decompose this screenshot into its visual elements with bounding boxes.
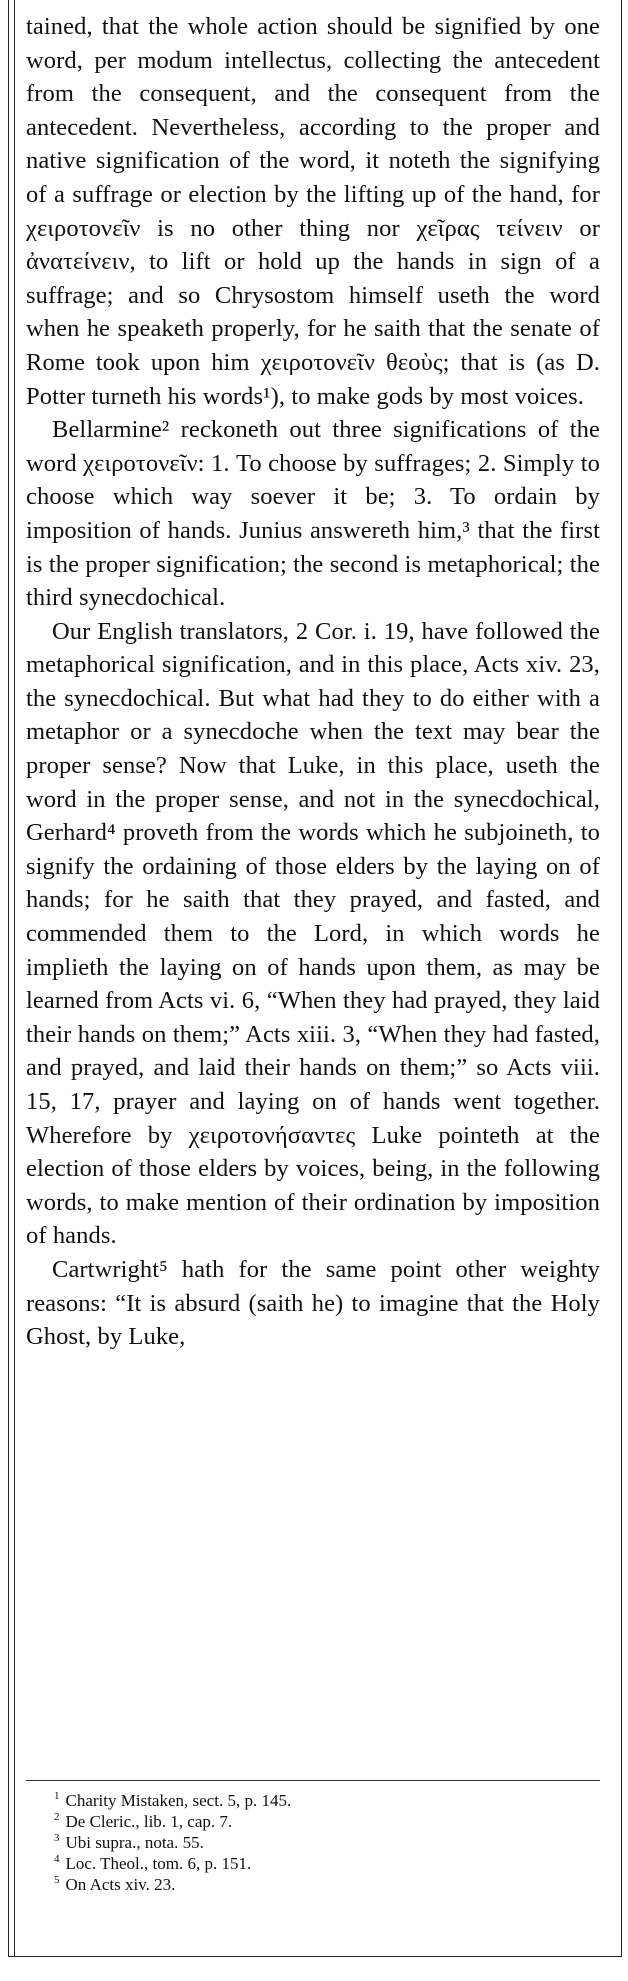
- left-border-rule: [8, 0, 9, 1957]
- footnote-mark: 3: [54, 1832, 60, 1845]
- left-inner-border-rule: [14, 0, 15, 1957]
- footnote-mark: 5: [54, 1874, 60, 1887]
- paragraph-1: tained, that the whole action should be signified by one word, per modum intellectus, collecting the antecedent from the consequent, and the consequent from the antecedent. Nevertheless, according to the proper and native signification of the word, it noteth the signifying of a suffrage or election by the lifting up of the hand, for χειροτονεῖν is no other thing nor χεῖρας τείνειν or ἀνατείνειν, to lift or hold up the hands in sign of a suffrage; and so Chrysostom himself useth the word when he speaketh properly, for he saith that the senate of Rome took upon him χειροτονεῖν θεοὺς; that is (as D. Potter turneth his words¹), to make gods by most voices.: [26, 13, 600, 410]
- footnote-mark: 4: [54, 1853, 60, 1866]
- footnote-text: De Cleric., lib. 1, cap. 7.: [65, 1812, 233, 1831]
- footnote-mark: 1: [54, 1790, 60, 1803]
- footnote-text: Ubi supra., nota. 55.: [65, 1833, 204, 1852]
- body-text-column: [26, 10, 600, 1354]
- footnote-text: Loc. Theol., tom. 6, p. 151.: [65, 1854, 252, 1873]
- footnote-3: [54, 1832, 594, 1853]
- footnote-text: Charity Mistaken, sect. 5, p. 145.: [65, 1791, 292, 1810]
- footnote-4: [54, 1853, 594, 1874]
- footnote-1: [54, 1790, 594, 1811]
- footnote-2: [54, 1811, 594, 1832]
- footnote-separator: [26, 1780, 600, 1781]
- bottom-border-rule: [8, 1956, 622, 1957]
- paragraph-3: Our English translators, 2 Cor. i. 19, have followed the metaphorical signification, and in this place, Acts xiv. 23, the synecdochical. But what had they to do either with a metaphor or a synecdoche when the text may bear the proper sense? Now that Luke, in this place, useth the word in the proper sense, and not in the synecdochical, Gerhard⁴ proveth from the words which he subjoineth, to signify the ordaining of those elders by the laying on of hands; for he saith that they prayed, and fasted, and commended them to the Lord, in which words he implieth the laying on of hands upon them, as may be learned from Acts vi. 6, “When they had prayed, they laid their hands on them;” Acts xiii. 3, “When they had fasted, and prayed, and laid their hands on them;” so Acts viii. 15, 17, prayer and laying on of hands went together. Wherefore by χειροτονήσαντες Luke pointeth at the election of those elders by voices, being, in the following words, to make mention of their ordination by imposition of hands.: [26, 617, 600, 1250]
- footnotes: [54, 1790, 594, 1895]
- footnote-mark: 2: [54, 1811, 60, 1824]
- footnote-text: On Acts xiv. 23.: [65, 1875, 176, 1894]
- footnote-5: [54, 1874, 594, 1895]
- paragraph-4: Cartwright⁵ hath for the same point other weighty reasons: “It is absurd (saith he) to imagine that the Holy Ghost, by Luke,: [26, 1255, 600, 1351]
- right-border-rule: [621, 0, 622, 1957]
- paragraph-2: Bellarmine² reckoneth out three significations of the word χειροτονεῖν: 1. To choose by suffrages; 2. Simply to choose which way soever it be; 3. To ordain by imposition of hands. Junius answereth him,³ that the first is the proper signification; the second is metaphorical; the third synecdochical.: [26, 416, 600, 612]
